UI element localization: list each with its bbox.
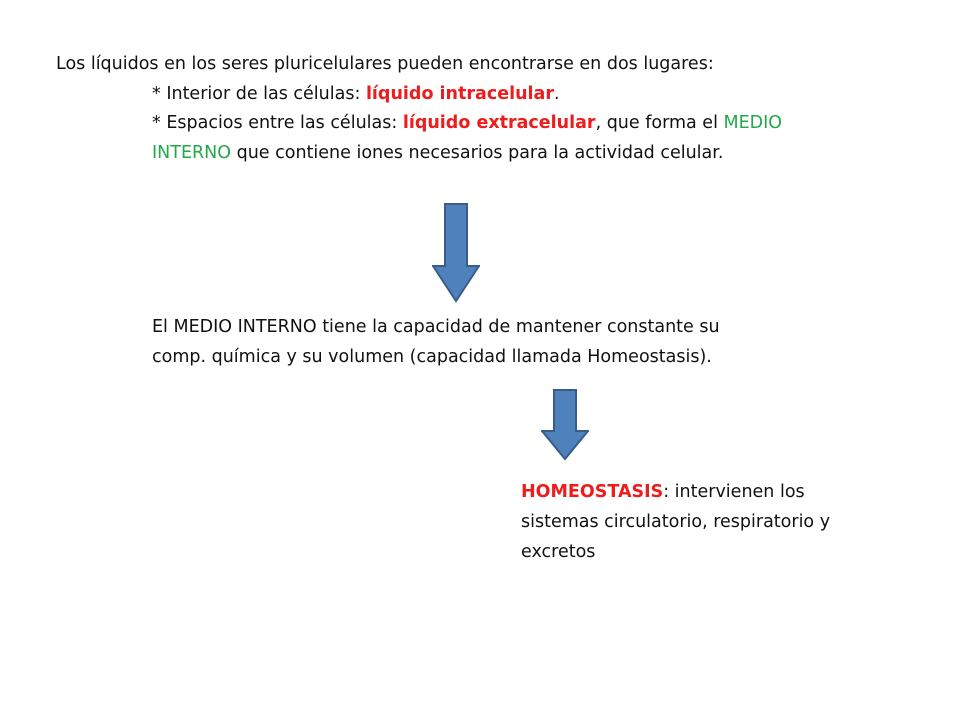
- down-arrow-icon: [541, 389, 589, 461]
- medio-interno-line-1: El MEDIO INTERNO tiene la capacidad de mantener constante su: [152, 317, 720, 337]
- medio-interno-line-2: comp. química y su volumen (capacidad llamada Homeostasis).: [152, 347, 712, 367]
- intracellular-suffix: .: [553, 84, 560, 104]
- intro-sentence: Los líquidos en los seres pluricelulares pueden encontrarse en dos lugares:: [56, 54, 714, 74]
- bullet-intracellular: [152, 79, 560, 109]
- intracellular-term: líquido intracelular: [365, 84, 554, 104]
- homeostasis-line-3: excretos: [521, 542, 596, 562]
- extracellular-suffix: que contiene iones necesarios para la actividad celular.: [231, 143, 724, 163]
- intracellular-prefix: * Interior de las células:: [152, 84, 366, 104]
- extracellular-middle: , que forma el: [595, 113, 724, 133]
- bullet-extracellular: [152, 108, 782, 138]
- down-arrow-icon: [432, 203, 480, 303]
- medio-highlight: MEDIO: [723, 113, 783, 133]
- homeostasis-paragraph: [521, 477, 830, 567]
- homeostasis-term: HOMEOSTASIS: [521, 482, 664, 502]
- homeostasis-line-1: [521, 477, 830, 507]
- medio-interno-paragraph: [152, 312, 720, 372]
- bullet-extracellular-continued: [152, 138, 723, 168]
- homeostasis-line-2: sistemas circulatorio, respiratorio y: [521, 512, 831, 532]
- homeostasis-line-1-rest: : intervienen los: [663, 482, 805, 502]
- interno-highlight: INTERNO: [152, 143, 232, 163]
- intro-text: [56, 49, 714, 79]
- extracellular-term: líquido extracelular: [402, 113, 596, 133]
- extracellular-prefix: * Espacios entre las células:: [152, 113, 403, 133]
